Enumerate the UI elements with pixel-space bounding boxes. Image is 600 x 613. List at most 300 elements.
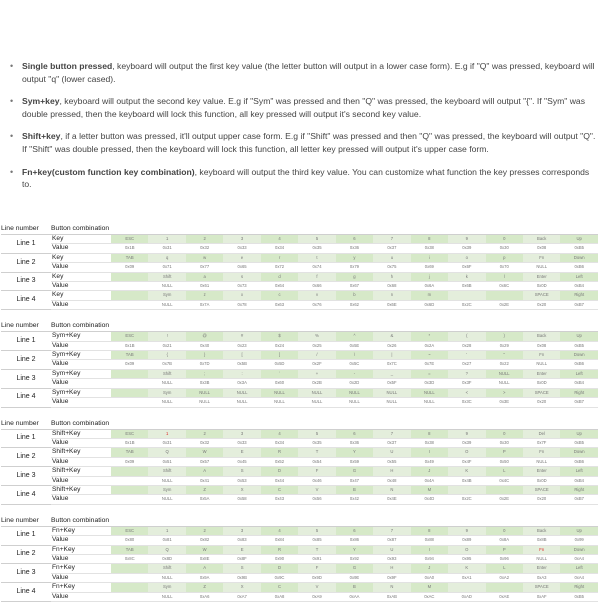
- bullet-icon: •: [10, 61, 14, 71]
- key-cell: Fn: [523, 448, 560, 457]
- instruction-shift-key: [8, 130, 596, 156]
- key-cell: ": [486, 351, 523, 360]
- value-cell: 0x34: [261, 438, 298, 447]
- value-cell: 0x41: [186, 476, 223, 485]
- key-cell: F: [298, 564, 335, 573]
- key-cell: SPACE: [523, 583, 560, 592]
- value-cell: 0x73: [223, 282, 260, 291]
- instruction-text: , keyboard will output the second key value. E.g if "Sym" was pressed and then "Q" was pressed, the keyboard will output "{". If "Sym" was double pressed, then the keyboard will lock this function, all key pressed will output it's second key value.: [22, 96, 586, 119]
- key-cell: *: [411, 332, 448, 341]
- key-cell: NULL: [261, 388, 298, 397]
- bullet-icon: •: [10, 131, 14, 142]
- table-row: [1, 263, 598, 272]
- key-cell: +: [298, 369, 335, 378]
- value-cell: 0x47: [336, 476, 373, 485]
- key-cell: e: [223, 253, 260, 262]
- value-cell: 0x25: [298, 341, 335, 350]
- value-cell: NULL: [411, 398, 448, 407]
- header-button-combination: Button combination: [51, 224, 598, 235]
- value-cell: 0x4C: [486, 476, 523, 485]
- key-cell: 9: [448, 526, 485, 535]
- table-row: [1, 476, 598, 485]
- key-cell: `: [261, 369, 298, 378]
- value-cell: [111, 300, 148, 309]
- value-cell: 0x30: [486, 438, 523, 447]
- value-cell: 0x66: [298, 282, 335, 291]
- key-cell: P: [486, 545, 523, 554]
- key-cell: Z: [186, 583, 223, 592]
- key-cell: 9: [448, 429, 485, 438]
- value-cell: 0x6D: [411, 300, 448, 309]
- key-cell: Down: [560, 448, 598, 457]
- key-cell: [486, 485, 523, 494]
- value-cell: 0x2C: [448, 495, 485, 504]
- key-cell: n: [373, 291, 410, 300]
- key-cell: V: [298, 583, 335, 592]
- key-cell: Z: [186, 485, 223, 494]
- instruction-single-press: [8, 60, 596, 86]
- table-row: [1, 438, 598, 447]
- key-cell: D: [261, 564, 298, 573]
- table-row: [1, 272, 598, 281]
- key-cell: b: [336, 291, 373, 300]
- value-cell: 0x63: [261, 300, 298, 309]
- key-cell: 9: [448, 235, 485, 244]
- value-cell: 0x80: [111, 536, 148, 545]
- value-cell: 0x86: [336, 536, 373, 545]
- key-cell: >: [486, 388, 523, 397]
- value-cell: 0x56: [298, 495, 335, 504]
- key-cell: X: [223, 485, 260, 494]
- table-row: [1, 583, 598, 592]
- value-cell: 0x8E: [186, 554, 223, 563]
- key-row-label: Fn+Key: [51, 583, 111, 592]
- header-button-combination: Button combination: [51, 419, 598, 430]
- key-cell: [111, 467, 148, 476]
- key-cell: NULL: [411, 388, 448, 397]
- value-cell: NULL: [486, 379, 523, 388]
- key-cell: Q: [148, 545, 185, 554]
- key-cell: [448, 485, 485, 494]
- key-cell: [111, 388, 148, 397]
- value-cell: 0x76: [298, 300, 335, 309]
- header-line-number: Line number: [1, 516, 51, 527]
- key-cell: -: [336, 369, 373, 378]
- key-cell: 8: [411, 429, 448, 438]
- key-cell: ?: [448, 369, 485, 378]
- value-cell: 0x48: [373, 476, 410, 485]
- key-cell: Shift: [148, 369, 185, 378]
- table-header-row: [1, 516, 598, 527]
- key-cell: g: [336, 272, 373, 281]
- line-number-cell: Line 3: [1, 467, 51, 486]
- value-cell: 0x74: [298, 263, 335, 272]
- key-cell: J: [411, 467, 448, 476]
- value-cell: 0x3E: [486, 398, 523, 407]
- line-number-cell: Line 1: [1, 429, 51, 448]
- key-table-sym: [1, 321, 598, 407]
- key-cell: 3: [223, 526, 260, 535]
- value-cell: 0x8D: [148, 554, 185, 563]
- value-cell: 0x92: [336, 554, 373, 563]
- instruction-title: Shift+key: [22, 131, 61, 142]
- key-table-single: [1, 224, 598, 310]
- key-cell: 7: [373, 429, 410, 438]
- value-cell: 0x90: [261, 554, 298, 563]
- key-cell: TAB: [111, 351, 148, 360]
- value-cell: 0x60: [261, 379, 298, 388]
- value-cell: 0x32: [186, 244, 223, 253]
- value-cell: 0xB7: [560, 398, 598, 407]
- key-cell: Enter: [523, 272, 560, 281]
- value-cell: 0xA4: [560, 554, 598, 563]
- key-cell: A: [186, 467, 223, 476]
- key-cell: M: [411, 485, 448, 494]
- value-cell: 0x39: [448, 438, 485, 447]
- value-row-label: Value: [51, 476, 111, 485]
- value-cell: 0x81: [148, 536, 185, 545]
- table-row: [1, 526, 598, 535]
- key-cell: E: [223, 545, 260, 554]
- key-cell: Up: [560, 235, 598, 244]
- value-cell: 0x44: [261, 476, 298, 485]
- line-number-cell: Line 2: [1, 253, 51, 272]
- key-cell: 3: [223, 235, 260, 244]
- key-cell: l: [486, 272, 523, 281]
- key-cell: ;: [186, 369, 223, 378]
- value-cell: 0xB4: [560, 379, 598, 388]
- value-row-label: Value: [51, 554, 111, 563]
- key-cell: {: [148, 351, 185, 360]
- table-row: [1, 398, 598, 407]
- key-cell: 5: [298, 526, 335, 535]
- key-cell: V: [298, 485, 335, 494]
- value-cell: 0x91: [298, 554, 335, 563]
- key-cell: M: [411, 583, 448, 592]
- value-cell: 0x64: [261, 282, 298, 291]
- value-cell: 0x20: [523, 495, 560, 504]
- key-cell: O: [448, 545, 485, 554]
- value-cell: 0xAE: [486, 592, 523, 601]
- value-cell: 0x75: [373, 263, 410, 272]
- table-row: [1, 467, 598, 476]
- key-cell: NULL: [336, 388, 373, 397]
- value-cell: 0xA7: [223, 592, 260, 601]
- value-row-label: Value: [51, 379, 111, 388]
- value-cell: 0x7B: [148, 360, 185, 369]
- key-cell: NULL: [223, 388, 260, 397]
- key-cell: #: [223, 332, 260, 341]
- key-cell: |: [373, 351, 410, 360]
- value-cell: [111, 476, 148, 485]
- value-cell: 0x35: [298, 244, 335, 253]
- key-row-label: Shift+Key: [51, 467, 111, 476]
- key-cell: Back: [523, 332, 560, 341]
- key-cell: Sym: [148, 388, 185, 397]
- value-cell: 0x59: [336, 457, 373, 466]
- line-number-cell: Line 3: [1, 272, 51, 291]
- key-cell: ]: [261, 351, 298, 360]
- value-cell: NULL: [336, 398, 373, 407]
- value-cell: 0x2E: [486, 300, 523, 309]
- key-cell: u: [373, 253, 410, 262]
- instruction-title: Sym+key: [22, 96, 60, 107]
- value-cell: 0x69: [411, 263, 448, 272]
- value-cell: 0x23: [223, 341, 260, 350]
- table-row: [1, 592, 598, 601]
- key-cell: Back: [523, 235, 560, 244]
- table-row: [1, 369, 598, 378]
- key-cell: 7: [373, 235, 410, 244]
- key-cell: L: [486, 467, 523, 476]
- key-cell: r: [261, 253, 298, 262]
- instruction-text: , if a letter button was pressed, it'll output upper case form. E.g if "Shift" was pressed and then "Q" was pressed, the keyboard will output "Q". If "Shift" was double pressed, then the keyboard will lock this function, all letter key pressed will output it's upper case form.: [22, 131, 596, 155]
- value-cell: 0x3B: [186, 379, 223, 388]
- value-cell: 0x7E: [411, 360, 448, 369]
- key-cell: B: [336, 583, 373, 592]
- value-cell: 0x1B: [111, 244, 148, 253]
- key-cell: 0: [486, 526, 523, 535]
- value-cell: 0x28: [448, 341, 485, 350]
- key-cell: Shift: [148, 564, 185, 573]
- value-cell: NULL: [373, 398, 410, 407]
- value-cell: 0xB6: [560, 360, 598, 369]
- value-cell: 0xAB: [373, 592, 410, 601]
- table-row: [1, 448, 598, 457]
- key-cell: R: [261, 448, 298, 457]
- value-cell: 0xA2: [486, 573, 523, 582]
- value-cell: 0xAD: [448, 592, 485, 601]
- value-cell: 0x0D: [523, 379, 560, 388]
- value-cell: 0xAC: [411, 592, 448, 601]
- value-cell: 0xA9: [298, 592, 335, 601]
- value-cell: 0x09: [111, 457, 148, 466]
- key-cell: i: [411, 253, 448, 262]
- key-cell: W: [186, 545, 223, 554]
- key-cell: SPACE: [523, 291, 560, 300]
- value-cell: 0x20: [523, 300, 560, 309]
- value-cell: 0x5A: [186, 495, 223, 504]
- key-cell: NULL: [373, 388, 410, 397]
- value-cell: 0xAF: [523, 592, 560, 601]
- key-cell: ESC: [111, 526, 148, 535]
- key-cell: G: [336, 467, 373, 476]
- key-cell: Enter: [523, 369, 560, 378]
- value-cell: 0xB5: [560, 341, 598, 350]
- key-cell: 1: [148, 526, 185, 535]
- key-cell: Fn: [523, 545, 560, 554]
- key-row-label: Key: [51, 272, 111, 281]
- value-cell: 0x62: [336, 300, 373, 309]
- value-cell: [111, 398, 148, 407]
- key-cell: 8: [411, 235, 448, 244]
- bullet-icon: •: [10, 166, 14, 177]
- key-row-label: Sym+Key: [51, 369, 111, 378]
- key-cell: ~: [411, 351, 448, 360]
- value-cell: 0x34: [261, 244, 298, 253]
- key-cell: TAB: [111, 448, 148, 457]
- instruction-text: , keyboard will output the first key value (the letter button will output in a lower case form). E.g if "Q" was pressed, keyboard will output "q" (lower cased).: [22, 61, 595, 84]
- value-cell: NULL: [223, 398, 260, 407]
- key-cell: j: [411, 272, 448, 281]
- value-cell: 0x1B: [111, 341, 148, 350]
- key-cell: ^: [336, 332, 373, 341]
- key-cell: 8: [411, 526, 448, 535]
- table-row: [1, 291, 598, 300]
- key-cell: \: [336, 351, 373, 360]
- value-cell: 0x72: [261, 263, 298, 272]
- table-row: [1, 235, 598, 244]
- key-table-fn: [1, 516, 598, 602]
- value-cell: 0x9C: [261, 573, 298, 582]
- key-cell: o: [448, 253, 485, 262]
- value-cell: 0x35: [298, 438, 335, 447]
- table-row: [1, 332, 598, 341]
- key-cell: Right: [560, 388, 598, 397]
- key-cell: Shift: [148, 272, 185, 281]
- value-cell: NULL: [148, 282, 185, 291]
- key-cell: N: [373, 583, 410, 592]
- value-cell: 0x55: [373, 457, 410, 466]
- table-row: [1, 495, 598, 504]
- key-cell: c: [261, 291, 298, 300]
- value-cell: 0x38: [411, 244, 448, 253]
- key-cell: N: [373, 485, 410, 494]
- value-cell: 0x57: [186, 457, 223, 466]
- key-cell: L: [486, 564, 523, 573]
- key-row-label: Fn+Key: [51, 545, 111, 554]
- value-cell: NULL: [148, 573, 185, 582]
- key-cell: B: [336, 485, 373, 494]
- key-cell: A: [186, 564, 223, 573]
- value-cell: 0x31: [148, 438, 185, 447]
- value-cell: 0x37: [373, 438, 410, 447]
- value-cell: 0x5B: [223, 360, 260, 369]
- value-cell: 0x83: [223, 536, 260, 545]
- key-cell: Sym: [148, 583, 185, 592]
- header-button-combination: Button combination: [51, 321, 598, 332]
- key-cell: U: [373, 545, 410, 554]
- key-cell: Fn: [523, 253, 560, 262]
- key-cell: SPACE: [523, 485, 560, 494]
- value-cell: 0x8A: [486, 536, 523, 545]
- key-cell: 1: [148, 235, 185, 244]
- value-row-label: Value: [51, 536, 111, 545]
- value-cell: 0x36: [336, 244, 373, 253]
- key-cell: [111, 291, 148, 300]
- value-cell: 0xB5: [560, 592, 598, 601]
- value-cell: 0x2D: [336, 379, 373, 388]
- key-cell: 1: [148, 429, 185, 438]
- table-row: [1, 536, 598, 545]
- header-line-number: Line number: [1, 419, 51, 430]
- line-number-cell: Line 1: [1, 526, 51, 545]
- key-cell: Up: [560, 332, 598, 341]
- key-cell: Right: [560, 485, 598, 494]
- key-cell: Left: [560, 369, 598, 378]
- value-cell: 0x3F: [448, 379, 485, 388]
- line-number-cell: Line 2: [1, 545, 51, 564]
- key-cell: C: [261, 583, 298, 592]
- value-row-label: Value: [51, 341, 111, 350]
- table-row: [1, 244, 598, 253]
- table-header-row: [1, 224, 598, 235]
- table-header-row: [1, 321, 598, 332]
- key-cell: [448, 583, 485, 592]
- value-cell: 0x08: [523, 244, 560, 253]
- key-cell: _: [373, 369, 410, 378]
- key-cell: 6: [336, 526, 373, 535]
- table-row: [1, 485, 598, 494]
- key-row-label: Key: [51, 291, 111, 300]
- key-row-label: Fn+Key: [51, 526, 111, 535]
- value-cell: 0xA3: [523, 573, 560, 582]
- value-cell: 0x65: [223, 263, 260, 272]
- key-row-label: Sym+Key: [51, 388, 111, 397]
- value-cell: 0x43: [261, 495, 298, 504]
- value-cell: 0x84: [261, 536, 298, 545]
- value-cell: 0x38: [411, 438, 448, 447]
- key-cell: Down: [560, 253, 598, 262]
- key-cell: x: [223, 291, 260, 300]
- key-cell: (: [448, 332, 485, 341]
- key-cell: W: [186, 448, 223, 457]
- key-cell: Del: [523, 429, 560, 438]
- value-cell: 0x5C: [336, 360, 373, 369]
- key-cell: D: [261, 467, 298, 476]
- key-cell: Sym: [148, 291, 185, 300]
- key-cell: S: [223, 564, 260, 573]
- key-cell: =: [411, 369, 448, 378]
- key-cell: F: [298, 467, 335, 476]
- value-cell: 0x1B: [111, 438, 148, 447]
- key-row-label: Sym+Key: [51, 332, 111, 341]
- value-cell: 0x50: [486, 457, 523, 466]
- value-cell: 0x8C: [111, 554, 148, 563]
- key-cell: T: [298, 448, 335, 457]
- value-cell: 0xA4: [560, 573, 598, 582]
- value-cell: 0x0D: [523, 282, 560, 291]
- key-cell: 0: [486, 235, 523, 244]
- value-cell: 0x6E: [373, 300, 410, 309]
- key-cell: 2: [186, 526, 223, 535]
- table-row: [1, 554, 598, 563]
- key-cell: ): [486, 332, 523, 341]
- value-cell: 0x9B: [223, 573, 260, 582]
- value-cell: 0x7D: [186, 360, 223, 369]
- value-cell: 0x58: [223, 495, 260, 504]
- value-cell: 0x39: [448, 244, 485, 253]
- table-row: [1, 341, 598, 350]
- key-cell: [486, 291, 523, 300]
- table-row: [1, 300, 598, 309]
- instruction-title: Single button pressed: [22, 61, 113, 71]
- table-row: [1, 379, 598, 388]
- value-row-label: Value: [51, 263, 111, 272]
- key-cell: Y: [336, 448, 373, 457]
- key-cell: K: [448, 467, 485, 476]
- line-number-cell: Line 2: [1, 351, 51, 370]
- table-row: [1, 564, 598, 573]
- value-cell: NULL: [148, 476, 185, 485]
- value-cell: [111, 379, 148, 388]
- value-cell: NULL: [523, 554, 560, 563]
- instruction-text: , keyboard will output the third key value. You can customize what function the key presses corresponds to.: [22, 166, 590, 190]
- value-cell: 0x6B: [448, 282, 485, 291]
- value-cell: NULL: [148, 592, 185, 601]
- key-cell: Sym: [148, 485, 185, 494]
- key-cell: [111, 485, 148, 494]
